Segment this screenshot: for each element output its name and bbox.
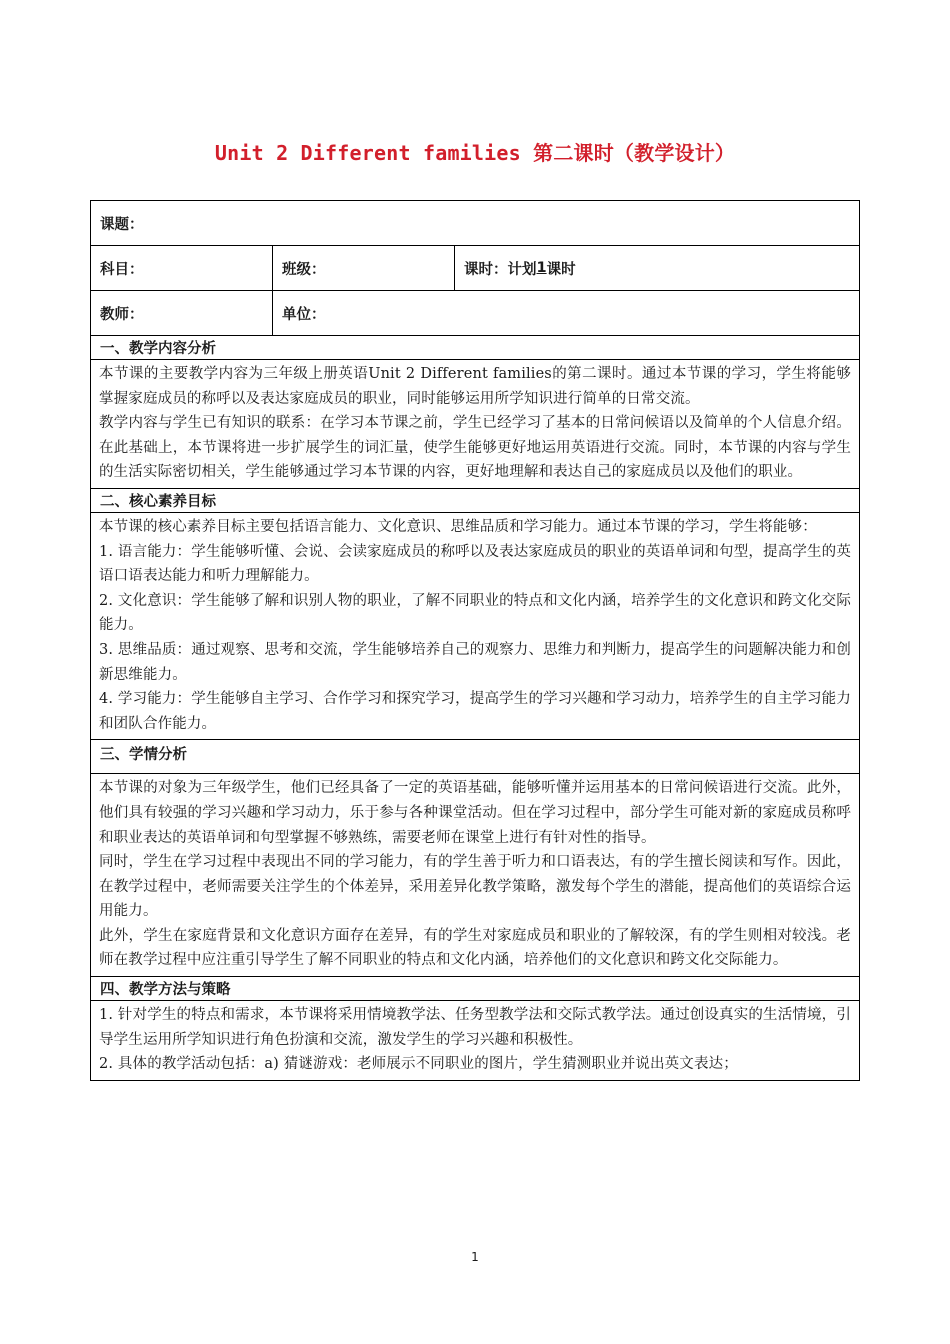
paragraph: 2. 文化意识：学生能够了解和识别人物的职业，了解不同职业的特点和文化内涵，培养学生的文化意识和跨文化交际能力。	[99, 592, 851, 634]
document-title: Unit 2 Different families 第二课时（教学设计）	[214, 141, 736, 165]
period-suffix: 课时	[546, 261, 576, 278]
paragraph: 教学内容与学生已有知识的联系：在学习本节课之前，学生已经学习了基本的日常问候语以及简单的个人信息介绍。在此基础上，本节课将进一步扩展学生的词汇量，使学生能够更好地运用英语进行交流。同时，本节课的内容与学生的生活实际密切相关，学生能够通过学习本节课的内容，更好地理解和表达自己的家庭成员以及他们的职业。	[99, 415, 851, 481]
period-label	[454, 246, 859, 290]
unit-label: 单位：	[272, 291, 859, 335]
section-4-heading: 四、教学方法与策略	[91, 977, 859, 1001]
teacher-label: 教师：	[100, 306, 144, 323]
subject-label: 科目：	[100, 261, 144, 278]
period-prefix: 课时：计划	[464, 261, 537, 278]
paragraph: 1. 语言能力：学生能够听懂、会说、会读家庭成员的称呼以及表达家庭成员的职业的英语单词和句型，提高学生的英语口语表达能力和听力理解能力。	[99, 543, 851, 585]
paragraph: 1. 针对学生的特点和需求，本节课将采用情境教学法、任务型教学法和交际式教学法。通过创设真实的生活情境，引导学生运用所学知识进行角色扮演和交流，激发学生的学习兴趣和积极性。	[99, 1007, 851, 1048]
section-1-heading: 一、教学内容分析	[91, 336, 859, 360]
section-2-heading: 二、核心素养目标	[91, 489, 859, 513]
page-number: 1	[471, 1250, 479, 1264]
section-4-body	[91, 1001, 859, 1080]
period-number: 1	[536, 260, 547, 276]
section-3-heading: 三、学情分析	[91, 740, 859, 774]
subject-row	[91, 246, 859, 291]
paragraph: 2. 具体的教学活动包括：a) 猜谜游戏：老师展示不同职业的图片，学生猜测职业并说出英文表达；	[99, 1056, 738, 1073]
section-3-body	[91, 774, 859, 977]
paragraph: 3. 思维品质：通过观察、思考和交流，学生能够培养自己的观察力、思维力和判断力，提高学生的问题解决能力和创新思维能力。	[99, 641, 851, 683]
class-label: 班级：	[272, 246, 454, 290]
paragraph: 4. 学习能力：学生能够自主学习、合作学习和探究学习，提高学生的学习兴趣和学习动力，培养学生的自主学习能力和团队合作能力。	[99, 691, 851, 732]
section-1-body	[91, 360, 859, 489]
paragraph: 此外，学生在家庭背景和文化意识方面存在差异，有的学生对家庭成员和职业的了解较深，有的学生则相对较浅。老师在教学过程中应注重引导学生了解不同职业的特点和文化内涵，培养他们的文化意识和跨文化交际能力。	[99, 927, 851, 969]
topic-row	[91, 201, 859, 246]
paragraph: 本节课的主要教学内容为三年级上册英语Unit 2 Different families的第二课时。通过本节课的学习，学生将能够掌握家庭成员的称呼以及表达家庭成员的职业，同时能够运用所学知识进行简单的日常交流。	[99, 366, 851, 407]
section-2-body	[91, 513, 859, 740]
paragraph: 同时，学生在学习过程中表现出不同的学习能力，有的学生善于听力和口语表达，有的学生擅长阅读和写作。因此，在教学过程中，老师需要关注学生的个体差异，采用差异化教学策略，激发每个学生的潜能，提高他们的英语综合运用能力。	[99, 854, 851, 920]
paragraph: 本节课的核心素养目标主要包括语言能力、文化意识、思维品质和学习能力。通过本节课的学习，学生将能够：	[99, 518, 817, 535]
teacher-row	[91, 291, 859, 336]
topic-label: 课题：	[100, 216, 144, 233]
lesson-plan-table	[90, 200, 860, 1081]
paragraph: 本节课的对象为三年级学生，他们已经具备了一定的英语基础，能够听懂并运用基本的日常问候语进行交流。此外，他们具有较强的学习兴趣和学习动力，乐于参与各种课堂活动。但在学习过程中，部分学生可能对新的家庭成员称呼和职业表达的英语单词和句型掌握不够熟练，需要老师在课堂上进行有针对性的指导。	[99, 780, 851, 846]
